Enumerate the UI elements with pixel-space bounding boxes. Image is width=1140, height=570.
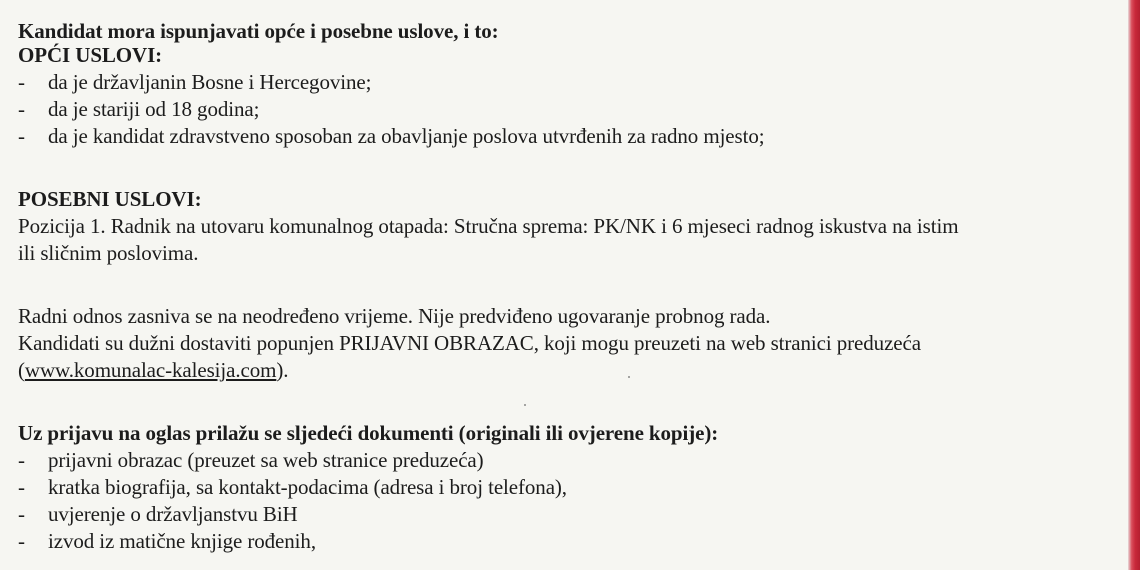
document-item-text: uvjerenje o državljanstvu BiH: [48, 502, 298, 526]
general-conditions-heading: OPĆI USLOVI:: [18, 43, 163, 67]
bullet-dash: -: [18, 70, 25, 94]
position-description-line-2: ili sličnim poslovima.: [18, 241, 199, 265]
document-item-text: prijavni obrazac (preuzet sa web stranice preduzeća): [48, 448, 484, 472]
bullet-dash: -: [18, 529, 25, 553]
general-item-text: da je državljanin Bosne i Hercegovine;: [48, 70, 372, 94]
document-item-4: [18, 529, 316, 553]
bullet-dash: -: [18, 124, 25, 148]
bullet-dash: -: [18, 502, 25, 526]
company-website-link[interactable]: www.komunalac-kalesija.com: [24, 358, 277, 382]
paren-close: ).: [276, 358, 289, 382]
bullet-dash: -: [18, 475, 25, 499]
document-item-text: izvod iz matične knjige rođenih,: [48, 529, 316, 553]
document-item-3: [18, 502, 298, 526]
document-item-2: [18, 475, 567, 499]
bullet-dash: -: [18, 97, 25, 121]
document-item-text: kratka biografija, sa kontakt-podacima (adresa i broj telefona),: [48, 475, 567, 499]
general-item-1: [18, 70, 371, 94]
intro-text: Kandidat mora ispunjavati opće i posebne uslove, i to:: [18, 19, 499, 43]
scan-speck: [524, 404, 526, 406]
document-item-1: [18, 448, 484, 472]
special-conditions-heading: POSEBNI USLOVI:: [18, 187, 202, 211]
general-item-text: da je kandidat zdravstveno sposoban za obavljanje poslova utvrđenih za radno mjesto;: [48, 124, 765, 148]
position-description-line-1: Pozicija 1. Radnik na utovaru komunalnog otapada: Stručna sprema: PK/NK i 6 mjeseci radnog iskustva na istim: [18, 214, 959, 238]
employment-type-text: Radni odnos zasniva se na neodređeno vrijeme. Nije predviđeno ugovaranje probnog rada.: [18, 304, 771, 328]
website-line: [18, 358, 288, 382]
red-page-border: [1128, 0, 1140, 570]
general-item-3: [18, 124, 764, 148]
general-item-text: da je stariji od 18 godina;: [48, 97, 260, 121]
application-form-text: Kandidati su dužni dostaviti popunjen PRIJAVNI OBRAZAC, koji mogu preuzeti na web stranici preduzeća: [18, 331, 921, 355]
bullet-dash: -: [18, 448, 25, 472]
scan-speck: [628, 376, 630, 378]
paren-open: (: [18, 358, 25, 382]
documents-heading: Uz prijavu na oglas prilažu se sljedeći dokumenti (originali ili ovjerene kopije):: [18, 421, 719, 445]
general-item-2: [18, 97, 259, 121]
